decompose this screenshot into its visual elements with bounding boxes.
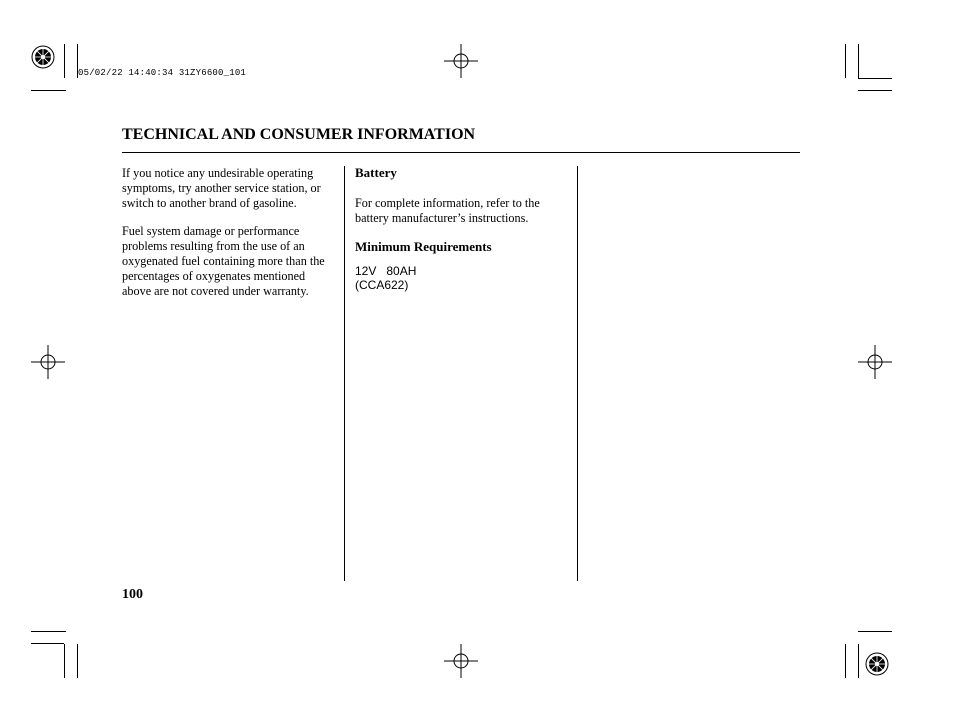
minimum-requirements-heading: Minimum Requirements [355,239,492,255]
column-left [122,166,337,298]
column-divider-1 [344,166,345,581]
title-rule [122,152,800,153]
battery-heading: Battery [355,165,397,180]
battery-spec-voltage: 12V 80AH [355,264,417,279]
page-number: 100 [122,587,143,602]
battery-info-paragraph: For complete information, refer to the battery manufacturer’s instructions. [355,195,540,225]
fuel-warranty-paragraph: Fuel system damage or performance problems resulting from the use of an oxygenated fuel containing more than the percentages of oxygenates mentioned above are not covered under warranty. [122,224,325,298]
print-timestamp: 05/02/22 14:40:34 31ZY6600_101 [78,68,247,78]
fuel-symptoms-paragraph: If you notice any undesirable operating symptoms, try another service station, or switch to another brand of gasoline. [122,166,321,210]
column-divider-2 [577,166,578,581]
registration-target-icon [32,46,54,68]
registration-target-icon [866,653,888,675]
battery-spec-cca: (CCA622) [355,278,409,293]
column-middle [355,166,560,292]
page-title: TECHNICAL AND CONSUMER INFORMATION [122,126,476,143]
